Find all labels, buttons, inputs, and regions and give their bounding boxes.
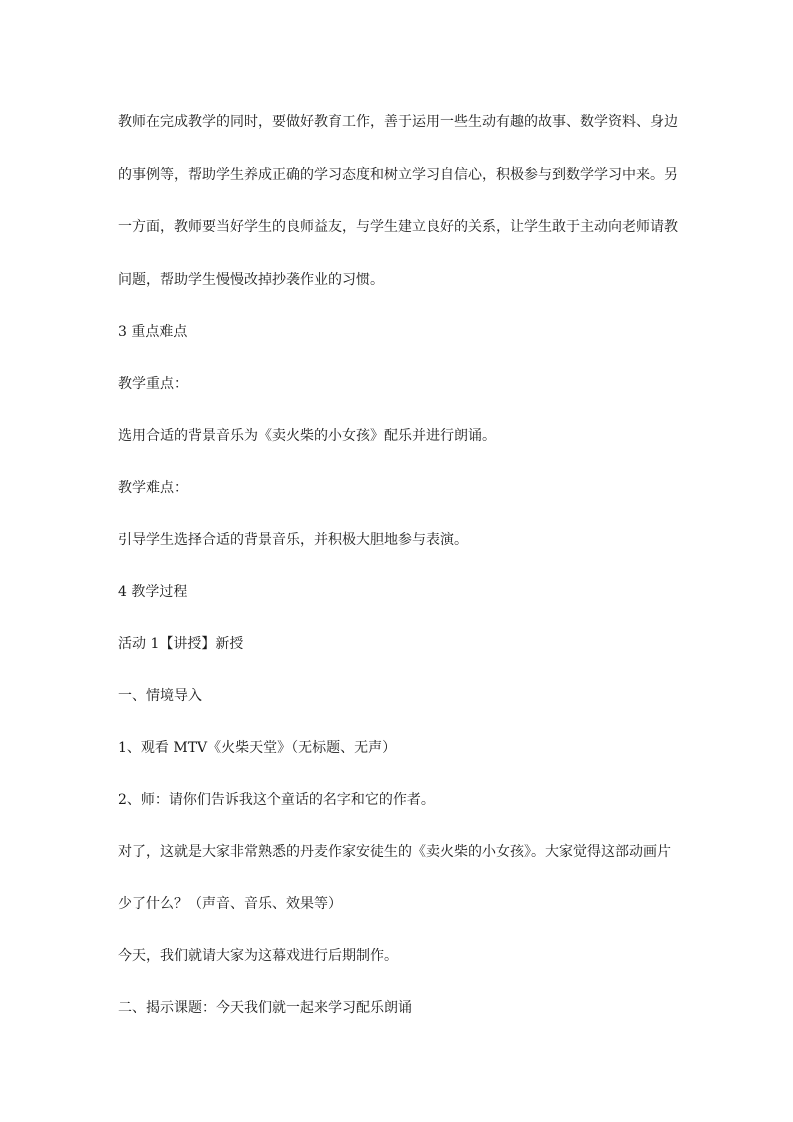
key-point-text: 选用合适的背景音乐为《卖火柴的小女孩》配乐并进行朗诵。 [118,428,496,444]
paragraph-line-4: 问题，帮助学生慢慢改掉抄袭作业的习惯。 [118,272,384,288]
difficulty-text: 引导学生选择合适的背景音乐，并积极大胆地参与表演。 [118,532,468,548]
paragraph-line-3: 一方面，教师要当好学生的良师益友，与学生建立良好的关系，让学生敢于主动向老师请教 [118,219,678,235]
difficulty-label: 教学难点： [118,480,188,496]
section-heading-key-points: 3 重点难点 [118,324,188,340]
key-point-label: 教学重点： [118,376,188,392]
part-two-title: 二、揭示课题：今天我们就一起来学习配乐朗诵 [118,1000,412,1016]
paragraph-andersen-line-1: 对了，这就是大家非常熟悉的丹麦作家安徒生的《卖火柴的小女孩》。大家觉得这部动画片 [118,844,671,860]
paragraph-line-2: 的事例等，帮助学生养成正确的学习态度和树立学习自信心，积极参与到数学学习中来。另 [118,167,678,183]
section-heading-process: 4 教学过程 [118,584,188,600]
step-one: 1、观看 MTV《火柴天堂》（无标题、无声） [118,740,397,756]
paragraph-andersen-line-2: 少了什么？（声音、音乐、效果等） [118,896,342,912]
activity-title: 活动 1【讲授】新授 [118,636,244,652]
step-two: 2、师：请你们告诉我这个童话的名字和它的作者。 [118,792,435,808]
paragraph-line-1: 教师在完成教学的同时，要做好教育工作，善于运用一些生动有趣的故事、数学资料、身边 [118,114,678,130]
part-one-title: 一、情境导入 [118,688,202,704]
today-line: 今天，我们就请大家为这幕戏进行后期制作。 [118,948,398,964]
